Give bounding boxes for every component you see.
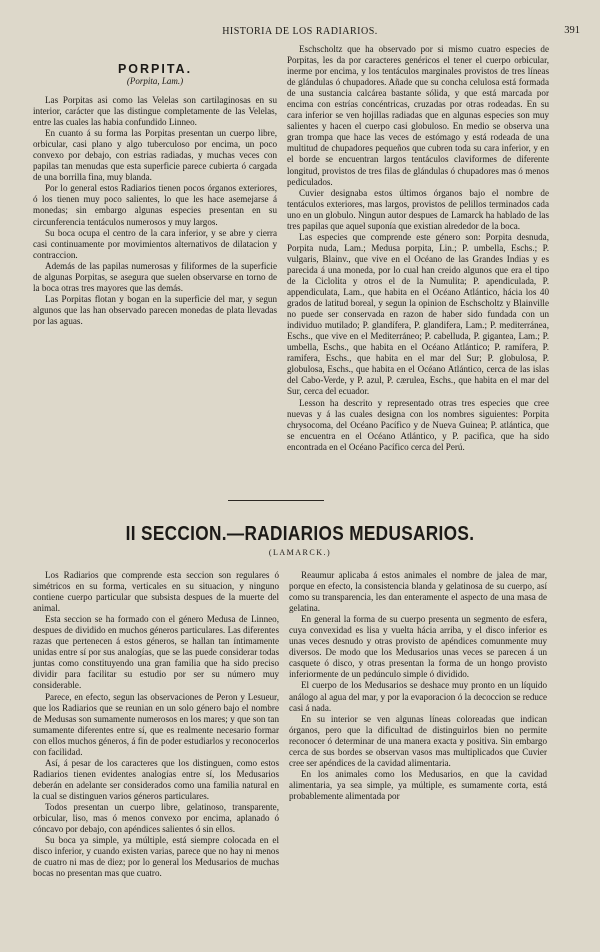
paragraph: Los Radiarios que comprende esta seccion son regulares ó simétricos en su forma, verticales en su situacion, y ninguno contiene cuerpo particular que subsista despues de la muerte del animal. xyxy=(33,570,279,614)
paragraph: En general la forma de su cuerpo presenta un segmento de esfera, cuya convexidad es lisa y vuelta hácia arriba, y el disco inferior es unas veces desnudo y otras provisto de apéndices comunmente muy diversos. De modo que los Medusarios unas veces se parecen á un casquete ó disco, y otras presentan la forma de un hongo provisto inferiormente de un pedúnculo simple ó dividido. xyxy=(289,614,547,680)
page-number: 391 xyxy=(564,25,580,36)
paragraph: Además de las papilas numerosas y filiformes de la superficie de algunas Porpitas, se asegura que suelen observarse en torno de la boca otras tres mayores que las demás. xyxy=(33,260,277,293)
paragraph: Su boca ya simple, ya múltiple, está siempre colocada en el disco inferior, y cuando existen varias, parece que no hay ni menos de cuatro ni mas de diez; por lo general los Medusarios de muchas bocas no presentan mas que cuatro. xyxy=(33,835,279,879)
paragraph: Las Porpitas flotan y bogan en la superficie del mar, y segun algunos que las han observado parecen monedas de plata llevadas por las aguas. xyxy=(33,293,277,326)
medusarios-column-right xyxy=(289,570,547,802)
paragraph: Su boca ocupa el centro de la cara inferior, y se abre y cierra casi continuamente por movimientos alternativos de dilatacion y contraccion. xyxy=(33,227,277,260)
medusarios-column-left xyxy=(33,570,279,879)
paragraph: Así, á pesar de los caracteres que los distinguen, como estos Radiarios tienen evidentes analogías entre sí, los Medusarios deberán en adelante ser considerados como una familia natural en la cual se distinguen varios géneros particulares. xyxy=(33,757,279,801)
paragraph: En cuanto á su forma las Porpitas presentan un cuerpo libre, orbicular, casi plano y algo tuberculoso por encima, un poco convexo por debajo, con estrias radiadas, y muchas veces con papilas tan menudas que esta superficie parece cubierta ó cargada de una borrilla fina, muy blanda. xyxy=(33,128,277,183)
paragraph: El cuerpo de los Medusarios se deshace muy pronto en un líquido análogo al agua del mar, y por la evaporacion ó la decoccion se reduce casi á nada. xyxy=(289,680,547,713)
paragraph: Todos presentan un cuerpo libre, gelatinoso, transparente, orbicular, liso, mas ó menos convexo por encima, aplanado ó cóncavo por debajo, con apéndices salientes ó sin ellos. xyxy=(33,801,279,835)
porpita-subheading: (Porpita, Lam.) xyxy=(126,76,184,86)
section-divider xyxy=(228,500,324,501)
paragraph: Eschscholtz que ha observado por si mismo cuatro especies de Porpitas, les da por caracteres genéricos el tener el cuerpo orbicular, inerme por encima, y los tentáculos marginales provistos de tres líneas de glándulas ó chupadores. Añade que su concha celulosa está formada de una sustancia calcárea bastante sólida, y que está marcada por encima con estrías concéntricas, cruzadas por otras rodeadas. En su cara inferior se ven hojillas radiadas que en algunas especies son muy salientes y hacen el cuerpo casi globuloso. En medio se observa una gran trompa que hace las veces de estómago y está rodeada de una multitud de chupadores pequeños que cubren toda su cara inferior, y en el borde se encuentran largos tentáculos claviformes de diferente longitud, provistos de tres filas de glándulas ó chupadores mas ó menos pediculados. xyxy=(287,44,549,187)
paragraph: Las especies que comprende este género son: Porpita desnuda, Porpita nuda, Lam.; Medusa porpita, Lin.; P. umbella, Eschs.; P. vulgaris, Blainv., que vive en el Océano de las Grandes Indias y es parecida á una moneda, por lo cual han creido algunos que era el tipo de la Ciclolita y otros el de la Numulita; P. apendiculada, P. appendiculata, Lam., que habita en el Océano Atlántico, hácia los 40 grados de latitud boreal, y segun la opinion de Eschscholtz y Blainville no puede ser conservada en razon de haber sido fundada con un individuo mutilado; P. glandífera, P. glandifera, Lam.; P. mediterránea, Eschs., que vive en el Mediterráneo; P. cabelluda, P. gigantea, Lam.; P. umbella, Eschs., que habita en el Océano Atlántico; P. ramífera, P. ramifera, Eschs., que habita en el mar del Sur; P. globulosa, P. globulosa, Eschs., que habita en el Océano Atlántico, cerca de las islas del Cabo-Verde, y P. azul, P. cærulea, Eschs., que habita en el mar del Sur, cerca del ecuador. xyxy=(287,231,549,397)
porpita-column-left xyxy=(33,63,277,327)
section-subtitle: (LAMARCK.) xyxy=(268,548,332,557)
porpita-column-right xyxy=(287,44,549,453)
paragraph: En su interior se ven algunas líneas coloreadas que indican órganos, pero que la dificultad de distinguirlos bien no permite reconocer ó determinar de una manera exacta y positiva. Sin embargo cerca de sus bordes se observan vasos mas multiplicados que Cuvier cree ser apéndices de la cavidad alimentaria. xyxy=(289,713,547,768)
paragraph: Esta seccion se ha formado con el género Medusa de Linneo, despues de dividido en muchos géneros particulares. Las diferentes razas que pertenecen á estos géneros, se hallan tan íntimamente unidas entre sí por sus analogías, que se las puede considerar todas juntas como constituyendo una gran familia que ha sido preciso dividir para facilitar su estudio por ser su número muy considerable. xyxy=(33,614,279,691)
paragraph: En los animales como los Medusarios, en que la cavidad alimentaria, ya sea simple, ya múltiple, es sumamente corta, está probablemente alimentada por xyxy=(289,768,547,801)
paragraph: Cuvier designaba estos últimos órganos bajo el nombre de tentáculos exteriores, mas largos, provistos de pelillos terminados cada uno en un globulo. Ningun autor despues de Lamarck ha hablado de las tres papilas que aquel suponía que existian alrededor de la boca. xyxy=(287,187,549,231)
paragraph: Lesson ha descrito y representado otras tres especies que cree nuevas y á las cuales designa con los nombres siguientes: Porpita chrysocoma, del Océano Pacífico y de Nueva Guinea; P. atlántica, que se encuentra en el Océano Atlántico, y P. pacifica, que ha sido encontrada en el Océano Pacífico cerca del Perú. xyxy=(287,397,549,452)
paragraph: Por lo general estos Radiarios tienen pocos órganos exteriores, ó los tienen muy poco salientes, lo que les hace asemejarse á monedas; sin embargo algunas especies presentan en su circunferencia tentáculos numerosos y muy largos. xyxy=(33,183,277,227)
paragraph: Parece, en efecto, segun las observaciones de Peron y Lesueur, que los Radiarios que se reunian en un solo género bajo el nombre de Medusas son sumamente numerosos en los mares; y que son tan sumamente diferentes entre sí, que es realmente necesario formar con ellos muchos géneros, á fin de poder estudiarlos y reconocerlos con facilidad. xyxy=(33,691,279,757)
porpita-heading: PORPITA. xyxy=(117,62,193,76)
section-title: II SECCION.—RADIARIOS MEDUSARIOS. xyxy=(125,523,475,545)
running-title: HISTORIA DE LOS RADIARIOS. xyxy=(222,26,378,37)
paragraph: Las Porpitas asi como las Velelas son cartilaginosas en su interior, carácter que las distingue completamente de las Velelas, entre las cuales las habia confundido Linneo. xyxy=(33,95,277,128)
paragraph: Reaumur aplicaba á estos animales el nombre de jalea de mar, porque en efecto, la consistencia blanda y gelatinosa de su cuerpo, así como su transparencia, les dan enteramente el aspecto de una masa de gelatina. xyxy=(289,570,547,614)
